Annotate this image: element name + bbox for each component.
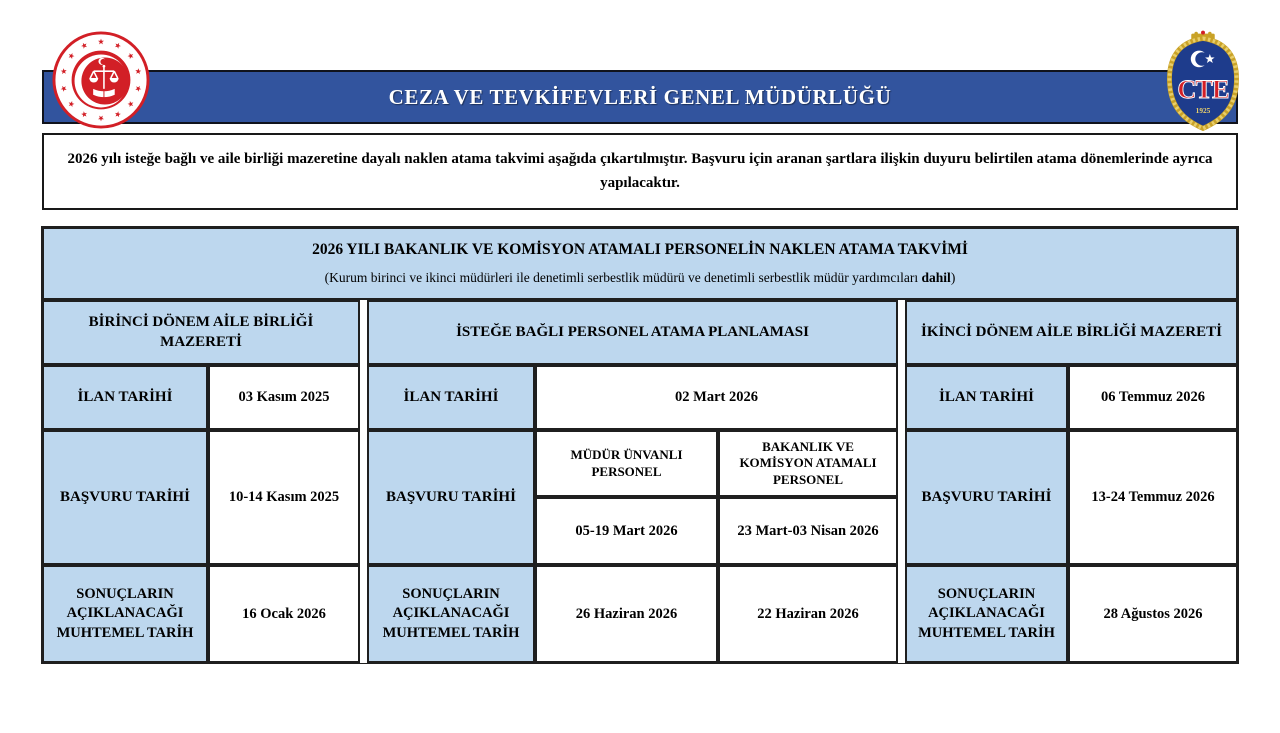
ilan-tarihi-label-b: İLAN TARİHİ — [367, 365, 535, 430]
cte-logo-icon — [1159, 29, 1247, 132]
basvuru-tarihi-label-a: BAŞVURU TARİHİ — [42, 430, 208, 565]
subtitle-suffix: ) — [950, 270, 956, 286]
ilan-tarihi-value-a: 03 Kasım 2025 — [208, 365, 360, 430]
subcolumn-header-mudur-unvanli: MÜDÜR ÜNVANLI PERSONEL — [535, 430, 718, 497]
ilan-tarihi-label-a: İLAN TARİHİ — [42, 365, 208, 430]
sonuc-label-b: SONUÇLARIN AÇIKLANACAĞI MUHTEMEL TARİH — [367, 565, 535, 663]
sonuc-label-a: SONUÇLARIN AÇIKLANACAĞI MUHTEMEL TARİH — [42, 565, 208, 663]
sonuc-value-bakanlik: 22 Haziran 2026 — [718, 565, 898, 663]
basvuru-tarihi-value-c: 13-24 Temmuz 2026 — [1068, 430, 1238, 565]
schedule-table — [42, 227, 1238, 663]
intro-box — [42, 133, 1238, 210]
subtitle-bold: dahil — [921, 270, 951, 286]
basvuru-tarihi-value-mudur: 05-19 Mart 2026 — [535, 497, 718, 565]
column-header-istege-bagli: İSTEĞE BAĞLI PERSONEL ATAMA PLANLAMASI — [367, 300, 898, 365]
ilan-tarihi-label-c: İLAN TARİHİ — [905, 365, 1068, 430]
basvuru-tarihi-value-a: 10-14 Kasım 2025 — [208, 430, 360, 565]
column-header-ikinci-donem: İKİNCİ DÖNEM AİLE BİRLİĞİ MAZERETİ — [905, 300, 1238, 365]
cte-year: 1925 — [1195, 105, 1211, 115]
column-header-birinci-donem: BİRİNCİ DÖNEM AİLE BİRLİĞİ MAZERETİ — [42, 300, 360, 365]
table-subtitle — [325, 269, 956, 287]
basvuru-tarihi-label-c: BAŞVURU TARİHİ — [905, 430, 1068, 565]
sonuc-value-mudur: 26 Haziran 2026 — [535, 565, 718, 663]
sonuc-label-c: SONUÇLARIN AÇIKLANACAĞI MUHTEMEL TARİH — [905, 565, 1068, 663]
ilan-tarihi-value-b: 02 Mart 2026 — [535, 365, 898, 430]
ministry-of-justice-logo-icon — [52, 31, 150, 129]
title-bar — [42, 70, 1238, 124]
basvuru-tarihi-label-b: BAŞVURU TARİHİ — [367, 430, 535, 565]
table-title: 2026 YILI BAKANLIK VE KOMİSYON ATAMALI PERSONELİN NAKLEN ATAMA TAKVİMİ — [312, 241, 968, 259]
sonuc-value-c: 28 Ağustos 2026 — [1068, 565, 1238, 663]
subcolumn-header-bakanlik-komisyon: BAKANLIK VE KOMİSYON ATAMALI PERSONEL — [718, 430, 898, 497]
table-title-cell — [42, 227, 1238, 300]
intro-text: 2026 yılı isteğe bağlı ve aile birliği mazeretine dayalı naklen atama takvimi aşağıda çıkartılmıştır. Başvuru için aranan şartlara ilişkin duyuru belirtilen atama dönemlerinde ayrıca yapılacaktır. — [67, 151, 1213, 191]
subtitle-prefix: (Kurum birinci ve ikinci müdürleri ile denetimli serbestlik müdürü ve denetimli serbestlik müdür yardımcıları — [324, 270, 922, 286]
ilan-tarihi-value-c: 06 Temmuz 2026 — [1068, 365, 1238, 430]
basvuru-tarihi-value-bakanlik: 23 Mart-03 Nisan 2026 — [718, 497, 898, 565]
page-title: CEZA VE TEVKİFEVLERİ GENEL MÜDÜRLÜĞÜ — [388, 84, 892, 109]
sonuc-value-a: 16 Ocak 2026 — [208, 565, 360, 663]
cte-acronym: CTE — [1177, 74, 1229, 105]
